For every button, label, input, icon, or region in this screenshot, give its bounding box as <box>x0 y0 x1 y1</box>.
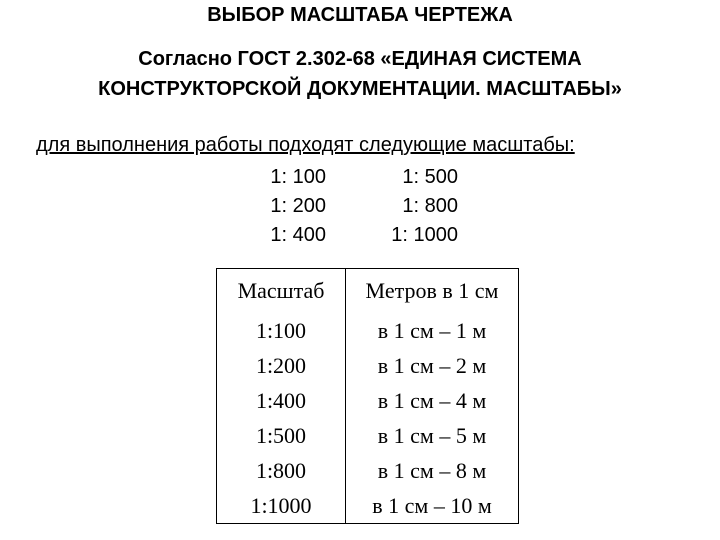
scale-value: 1: 500 <box>402 166 458 188</box>
table-cell-scale: 1:1000 <box>217 488 346 524</box>
intro-text: для выполнения работы подходят следующие масштабы: <box>36 134 575 156</box>
table-row <box>217 348 519 383</box>
table-cell-meters: в 1 см – 8 м <box>377 457 487 483</box>
scale-value: 1: 200 <box>270 195 326 217</box>
scales-row <box>0 192 720 221</box>
scales-row <box>0 163 720 192</box>
table-row <box>217 383 519 418</box>
table-cell-meters: в 1 см – 4 м <box>377 387 487 413</box>
table-row <box>217 418 519 453</box>
column-header-scale: Масштаб <box>217 269 346 314</box>
table-cell-scale: 1:800 <box>217 453 346 488</box>
table-cell-meters: в 1 см – 2 м <box>377 352 487 378</box>
scales-row <box>0 221 720 250</box>
table-cell-scale: 1:100 <box>217 313 346 348</box>
table-row <box>217 313 519 348</box>
subtitle-line-1: Согласно ГОСТ 2.302-68 «ЕДИНАЯ СИСТЕМА <box>138 48 582 70</box>
subtitle-line-2: КОНСТРУКТОРСКОЙ ДОКУМЕНТАЦИИ. МАСШТАБЫ» <box>98 78 622 100</box>
table-cell-meters: в 1 см – 1 м <box>377 317 487 343</box>
table-cell-scale: 1:200 <box>217 348 346 383</box>
scale-value: 1: 100 <box>270 166 326 188</box>
page-title: ВЫБОР МАСШТАБА ЧЕРТЕЖА <box>207 4 513 26</box>
table-cell-scale: 1:500 <box>217 418 346 453</box>
table-row <box>217 453 519 488</box>
table-row <box>217 488 519 524</box>
scale-value: 1: 400 <box>270 224 326 246</box>
column-header-meters: Метров в 1 см <box>365 278 499 303</box>
table-cell-meters: в 1 см – 10 м <box>372 492 492 518</box>
scale-value: 1: 800 <box>402 195 458 217</box>
scale-value: 1: 1000 <box>391 224 458 246</box>
scales-list <box>0 163 720 250</box>
scale-table <box>216 268 519 524</box>
table-cell-meters: в 1 см – 5 м <box>377 422 487 448</box>
table-header-row <box>217 269 519 314</box>
table-cell-scale: 1:400 <box>217 383 346 418</box>
standard-reference <box>0 44 720 104</box>
